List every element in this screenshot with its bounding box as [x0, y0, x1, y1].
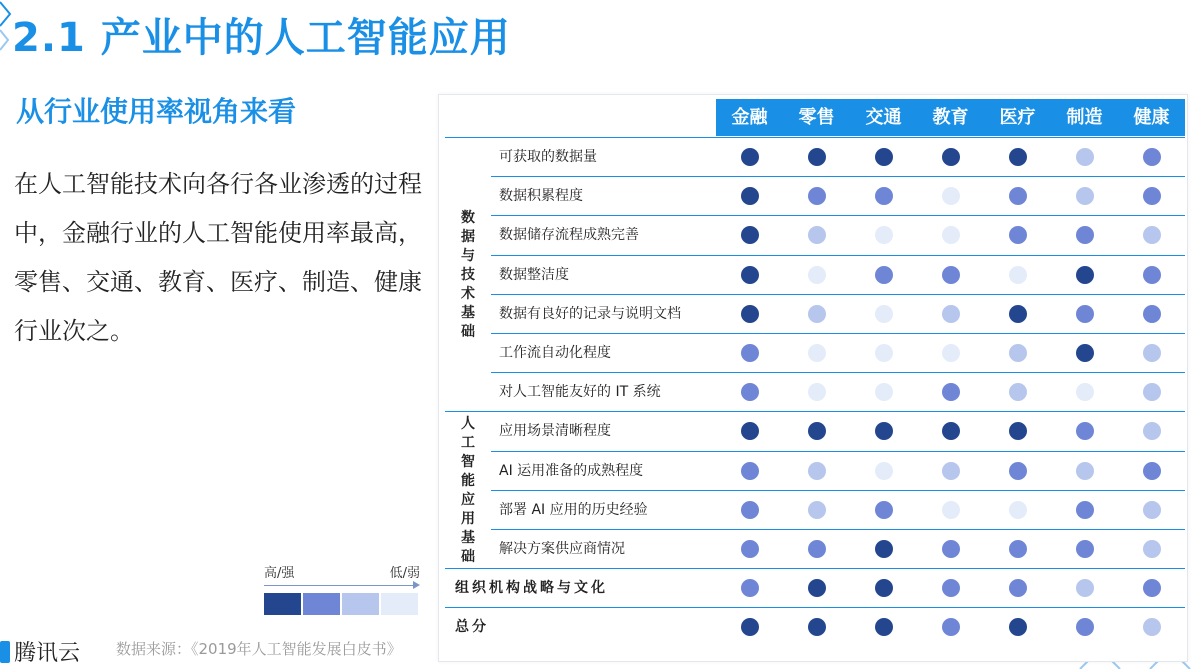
rating-dot — [808, 579, 826, 597]
rating-dot — [1076, 462, 1094, 480]
divider — [491, 372, 1185, 373]
rating-dot — [942, 266, 960, 284]
rating-dot — [1076, 579, 1094, 597]
rating-dot — [1009, 618, 1027, 636]
rating-dot — [1009, 422, 1027, 440]
row-label: 部署 AI 应用的历史经验 — [499, 501, 648, 518]
divider — [491, 333, 1185, 334]
row-label: 解决方案供应商情况 — [499, 541, 625, 557]
rating-dot — [1076, 540, 1094, 558]
rating-dot — [1076, 383, 1094, 401]
rating-dot — [808, 148, 826, 166]
rating-dot — [741, 618, 759, 636]
rating-dot — [942, 422, 960, 440]
rating-dot — [1143, 618, 1161, 636]
rating-dot — [808, 187, 826, 205]
divider — [445, 607, 1185, 608]
rating-dot — [808, 305, 826, 323]
rating-dot — [942, 305, 960, 323]
rating-dot — [741, 266, 759, 284]
data-source: 数据来源：《2019年人工智能发展白皮书》 — [116, 640, 402, 658]
rating-dot — [1009, 383, 1027, 401]
rating-dot — [1143, 383, 1161, 401]
divider — [491, 215, 1185, 216]
divider — [445, 568, 1185, 569]
legend-swatches — [264, 593, 420, 615]
row-label: 可获取的数据量 — [499, 149, 597, 165]
rating-dot — [1009, 187, 1027, 205]
category-label — [445, 209, 491, 342]
rating-dot — [808, 501, 826, 519]
rating-dot — [875, 579, 893, 597]
page-title: 2.1 产业中的人工智能应用 — [12, 15, 511, 61]
rating-dot — [808, 462, 826, 480]
rating-dot — [1076, 501, 1094, 519]
rating-dot — [741, 226, 759, 244]
rating-dot — [1143, 501, 1161, 519]
rating-dot — [741, 344, 759, 362]
category-label-text: 人工智能应用基础 — [461, 415, 475, 565]
rating-dot — [942, 618, 960, 636]
rating-dot — [875, 266, 893, 284]
rating-dot — [741, 462, 759, 480]
rating-dot — [808, 422, 826, 440]
rating-dot — [741, 422, 759, 440]
rating-dot — [875, 148, 893, 166]
row-label: 总分 — [455, 619, 489, 636]
legend-low-label: 低/弱 — [389, 566, 420, 581]
rating-dot — [741, 579, 759, 597]
rating-dot — [808, 383, 826, 401]
industry-header: 金融 — [731, 107, 768, 128]
rating-dot — [1009, 226, 1027, 244]
rating-dot — [1143, 579, 1161, 597]
row-label: 数据储存流程成熟完善 — [499, 227, 639, 244]
rating-dot — [808, 344, 826, 362]
legend — [264, 562, 420, 615]
rating-dot — [875, 305, 893, 323]
row-label: 数据有良好的记录与说明文档 — [499, 305, 681, 322]
rating-dot — [875, 540, 893, 558]
rating-dot — [1143, 226, 1161, 244]
rating-dot — [875, 383, 893, 401]
divider — [491, 490, 1185, 491]
rating-dot — [1009, 540, 1027, 558]
legend-high-label: 高/强 — [264, 566, 295, 581]
rating-dot — [1009, 501, 1027, 519]
rating-dot — [808, 226, 826, 244]
rating-dot — [1009, 148, 1027, 166]
logo-text: 腾讯云 — [14, 641, 81, 666]
rating-dot — [875, 187, 893, 205]
industry-header: 交通 — [865, 107, 902, 128]
rating-dot — [808, 618, 826, 636]
category-label — [445, 415, 491, 567]
row-label: 数据整洁度 — [499, 266, 569, 283]
legend-swatch — [381, 593, 418, 615]
legend-swatch — [264, 593, 301, 615]
rating-dot — [942, 344, 960, 362]
rating-dot — [875, 618, 893, 636]
industry-header: 制造 — [1066, 107, 1103, 128]
rating-dot — [942, 501, 960, 519]
industry-header: 教育 — [932, 107, 969, 128]
rating-dot — [1009, 579, 1027, 597]
industry-matrix-table — [438, 94, 1188, 662]
rating-dot — [741, 383, 759, 401]
rating-dot — [741, 148, 759, 166]
rating-dot — [1076, 344, 1094, 362]
rating-dot — [942, 187, 960, 205]
rating-dot — [808, 540, 826, 558]
rating-dot — [1076, 266, 1094, 284]
rating-dot — [942, 148, 960, 166]
rating-dot — [1143, 344, 1161, 362]
rating-dot — [741, 501, 759, 519]
rating-dot — [875, 462, 893, 480]
logo — [0, 636, 80, 667]
rating-dot — [1143, 540, 1161, 558]
divider — [445, 411, 1185, 412]
rating-dot — [1009, 305, 1027, 323]
rating-dot — [1009, 462, 1027, 480]
divider — [491, 451, 1185, 452]
rating-dot — [942, 383, 960, 401]
legend-swatch — [303, 593, 340, 615]
divider — [445, 137, 1185, 138]
rating-dot — [942, 226, 960, 244]
row-label: 数据积累程度 — [499, 188, 583, 205]
rating-dot — [875, 501, 893, 519]
rating-dot — [1143, 187, 1161, 205]
rating-dot — [1076, 422, 1094, 440]
table-header — [716, 99, 1185, 136]
industry-header: 健康 — [1133, 107, 1170, 128]
rating-dot — [1009, 266, 1027, 284]
rating-dot — [1076, 618, 1094, 636]
row-label: 应用场景清晰程度 — [499, 423, 611, 440]
rating-dot — [1076, 187, 1094, 205]
rating-dot — [741, 305, 759, 323]
rating-dot — [1076, 305, 1094, 323]
rating-dot — [875, 344, 893, 362]
legend-swatch — [342, 593, 379, 615]
divider — [491, 255, 1185, 256]
rating-dot — [1143, 462, 1161, 480]
row-label: 组织机构战略与文化 — [455, 580, 608, 597]
rating-dot — [1143, 305, 1161, 323]
row-label: 工作流自动化程度 — [499, 345, 611, 361]
rating-dot — [1143, 266, 1161, 284]
rating-dot — [1009, 344, 1027, 362]
row-label: AI 运用准备的成熟程度 — [499, 462, 644, 479]
rating-dot — [942, 462, 960, 480]
divider — [491, 294, 1185, 295]
category-label-text: 数据与技术基础 — [461, 209, 475, 340]
rating-dot — [875, 226, 893, 244]
rating-dot — [741, 187, 759, 205]
industry-header: 零售 — [798, 107, 835, 128]
rating-dot — [942, 579, 960, 597]
rating-dot — [1076, 148, 1094, 166]
arrow-right-icon — [264, 581, 420, 591]
rating-dot — [741, 540, 759, 558]
divider — [491, 529, 1185, 530]
industry-header: 医疗 — [999, 107, 1036, 128]
rating-dot — [942, 540, 960, 558]
section-subtitle: 从行业使用率视角来看 — [16, 95, 297, 128]
body-paragraph: 在人工智能技术向各行各业渗透的过程中，金融行业的人工智能使用率最高，零售、交通、教育、医疗、制造、健康行业次之。 — [14, 170, 422, 345]
rating-dot — [1143, 422, 1161, 440]
row-label: 对人工智能友好的 IT 系统 — [499, 384, 661, 401]
rating-dot — [875, 422, 893, 440]
rating-dot — [808, 266, 826, 284]
divider — [491, 176, 1185, 177]
rating-dot — [1076, 226, 1094, 244]
rating-dot — [1143, 148, 1161, 166]
cloud-logo-icon — [0, 641, 10, 663]
